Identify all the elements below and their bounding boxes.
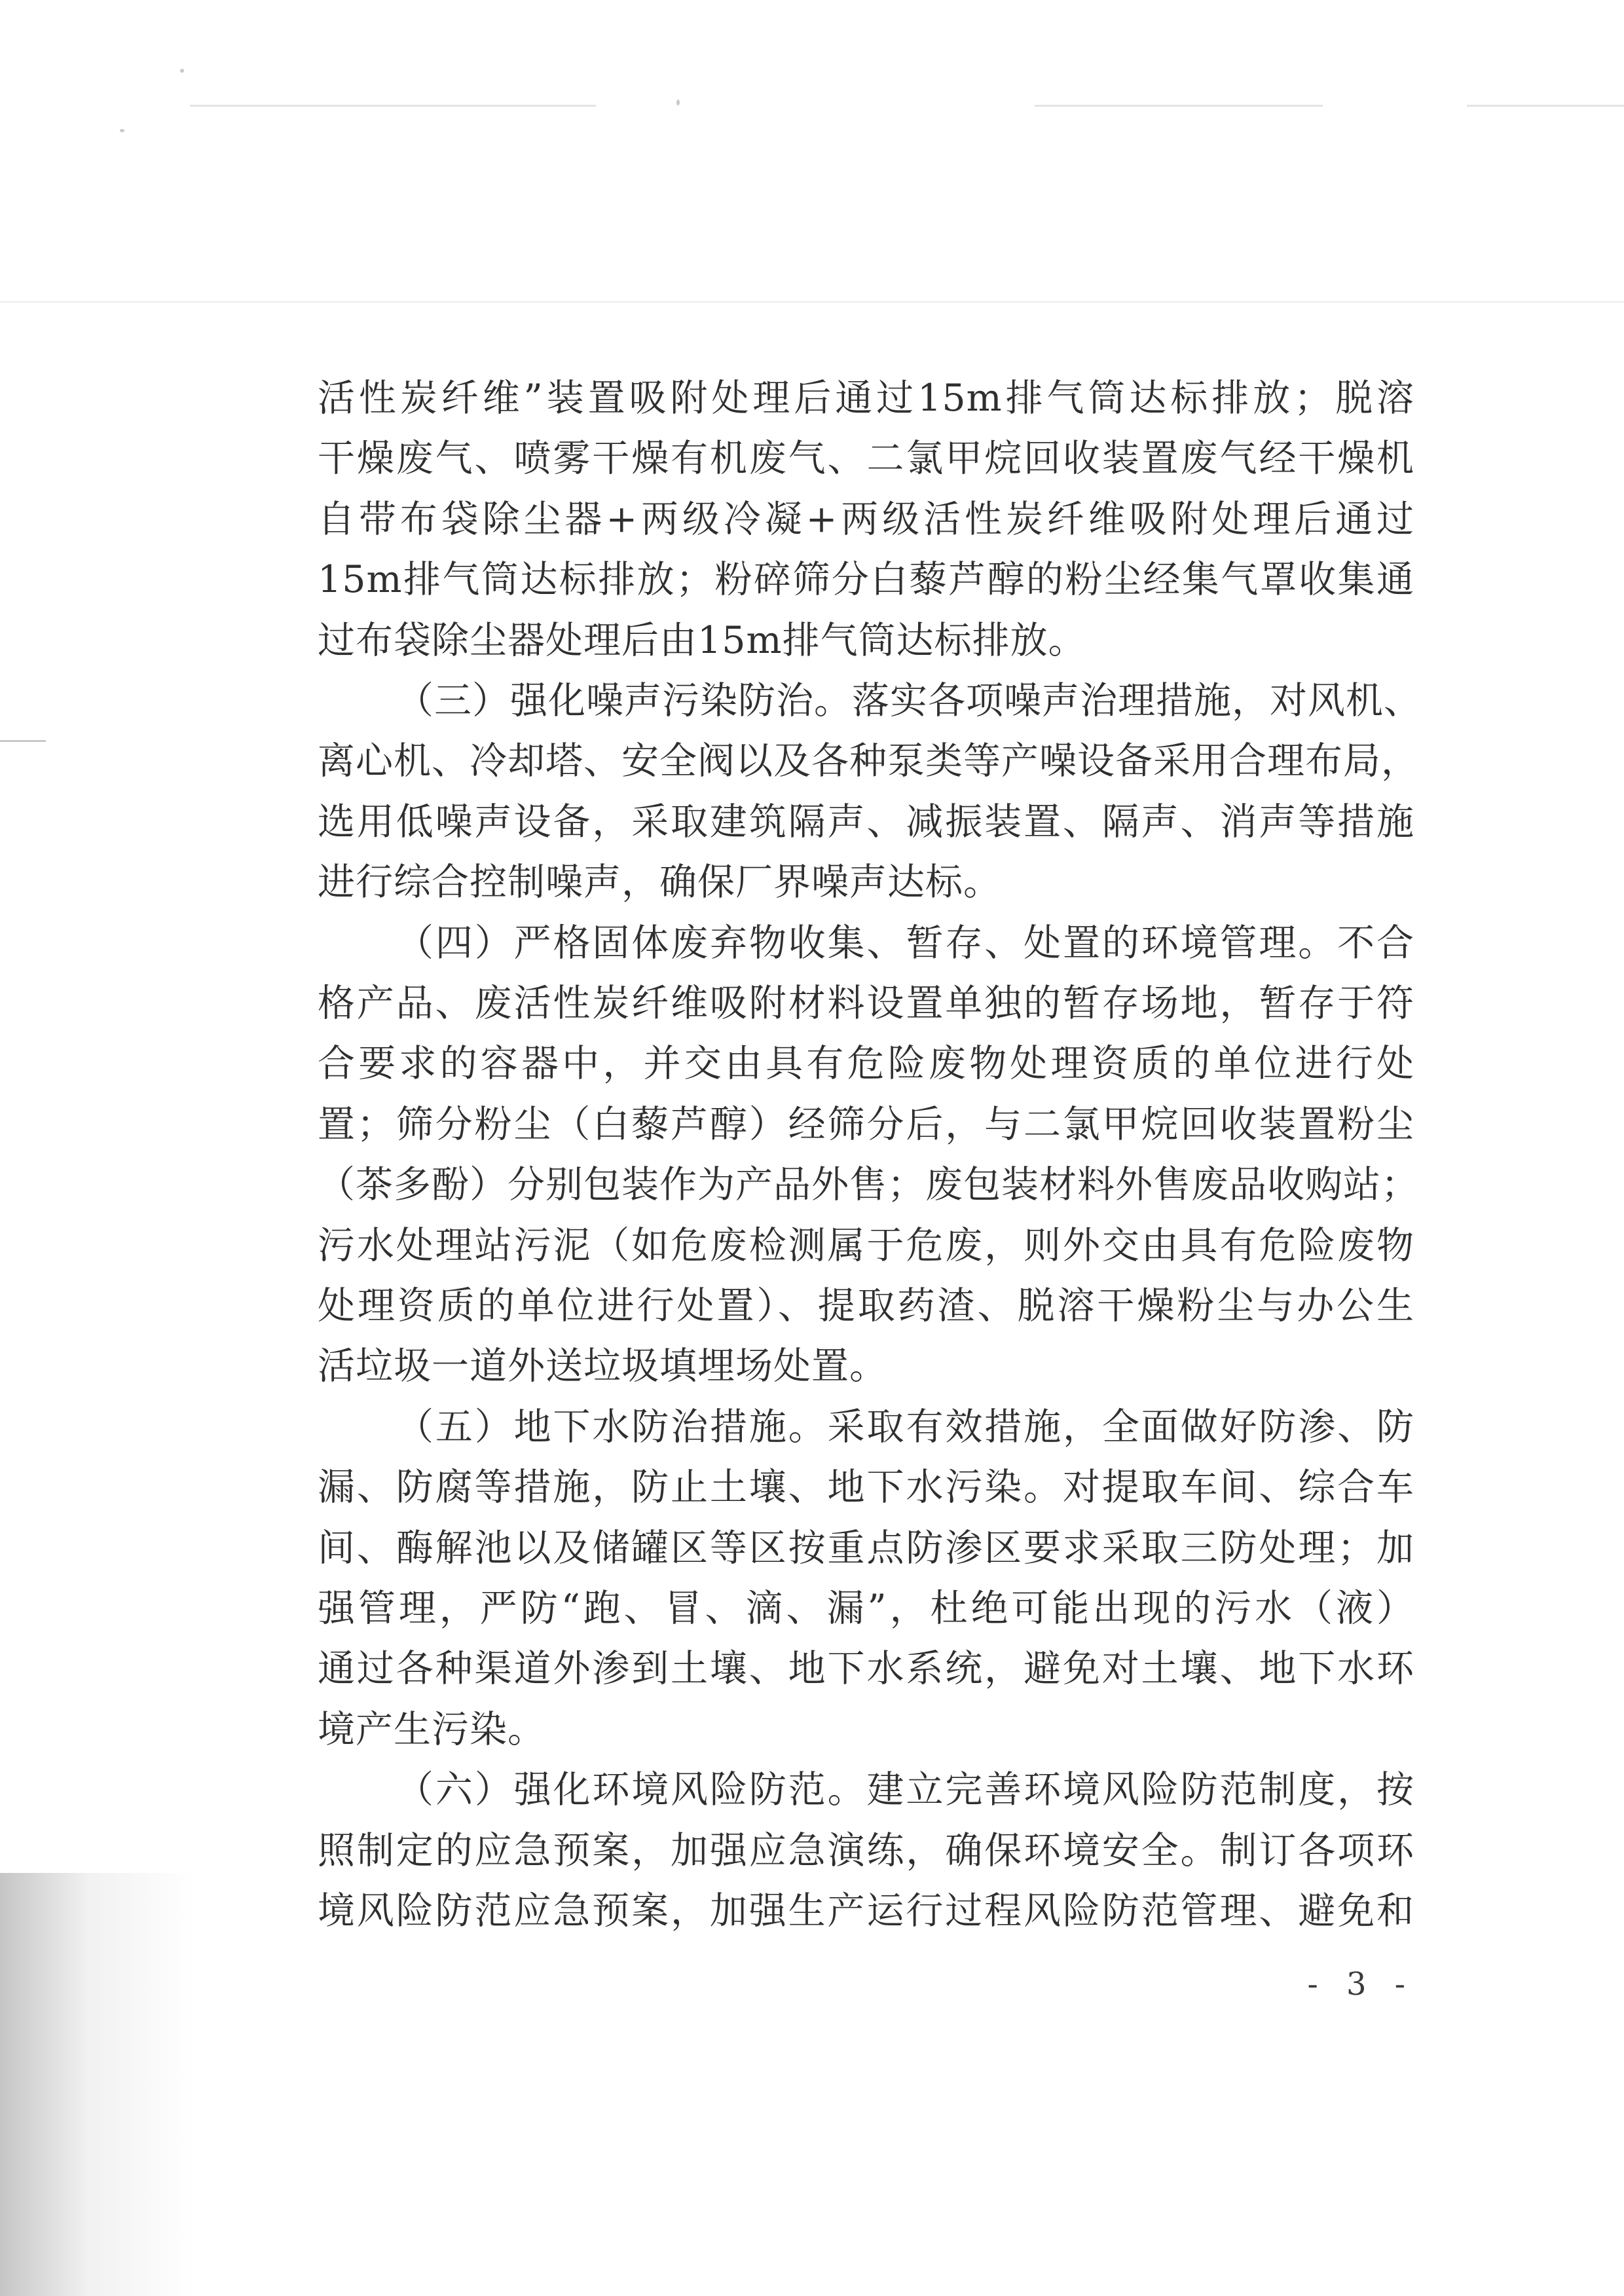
text-line: 活垃圾一道外送垃圾填埋场处置。 (318, 1344, 887, 1388)
text-line: 离心机、冷却塔、安全阀以及各种泵类等产噪设备采用合理布局， (318, 739, 1419, 783)
text-line: 境产生污染。 (318, 1708, 545, 1751)
text-line: 通过各种渠道外渗到土壤、地下水系统，避免对土壤、地下水环 (318, 1647, 1414, 1690)
text-line: 进行综合控制噪声，确保厂界噪声达标。 (318, 861, 1001, 904)
paragraph-heading-line: （四）严格固体废弃物收集、暂存、处置的环境管理。不合 (396, 921, 1414, 965)
paragraph-heading-line: （六）强化环境风险防范。建立完善环境风险防范制度，按 (396, 1768, 1414, 1811)
text-line: 照制定的应急预案，加强应急演练，确保环境安全。制订各项环 (318, 1829, 1414, 1872)
text-line: 合要求的容器中，并交由具有危险废物处理资质的单位进行处 (318, 1042, 1414, 1085)
page-number: - 3 - (1307, 1966, 1414, 2003)
text-line: 干燥废气、喷雾干燥有机废气、二氯甲烷回收装置废气经干燥机 (318, 437, 1414, 480)
text-line: 间、酶解池以及储罐区等区按重点防渗区要求采取三防处理；加 (318, 1527, 1414, 1570)
text-line: 境风险防范应急预案，加强生产运行过程风险防范管理、避免和 (318, 1889, 1414, 1933)
text-line: 选用低噪声设备，采取建筑隔声、减振装置、隔声、消声等措施 (318, 800, 1414, 843)
text-line: 15m排气筒达标排放；粉碎筛分白藜芦醇的粉尘经集气罩收集通 (318, 558, 1414, 601)
text-line: 处理资质的单位进行处置）、提取药渣、脱溶干燥粉尘与办公生 (318, 1284, 1414, 1327)
text-line: 强管理，严防“跑、冒、滴、漏”，杜绝可能出现的污水（液） (318, 1587, 1414, 1630)
text-line: 活性炭纤维”装置吸附处理后通过15m排气筒达标排放；脱溶 (318, 377, 1414, 420)
text-line: 格产品、废活性炭纤维吸附材料设置单独的暂存场地，暂存于符 (318, 982, 1414, 1025)
text-line: （茶多酚）分别包装作为产品外售；废包装材料外售废品收购站； (318, 1163, 1419, 1206)
text-line: 自带布袋除尘器+两级冷凝+两级活性炭纤维吸附处理后通过 (318, 498, 1414, 541)
text-line: 漏、防腐等措施，防止土壤、地下水污染。对提取车间、综合车 (318, 1466, 1414, 1509)
paragraph-heading-line: （五）地下水防治措施。采取有效措施，全面做好防渗、防 (396, 1405, 1414, 1449)
paragraph-heading-line: （三）强化噪声污染防治。落实各项噪声治理措施，对风机、 (396, 679, 1422, 722)
text-line: 置；筛分粉尘（白藜芦醇）经筛分后，与二氯甲烷回收装置粉尘 (318, 1103, 1414, 1146)
text-line: 过布袋除尘器处理后由15m排气筒达标排放。 (318, 619, 1086, 662)
text-line: 污水处理站污泥（如危废检测属于危废，则外交由具有危险废物 (318, 1224, 1414, 1267)
